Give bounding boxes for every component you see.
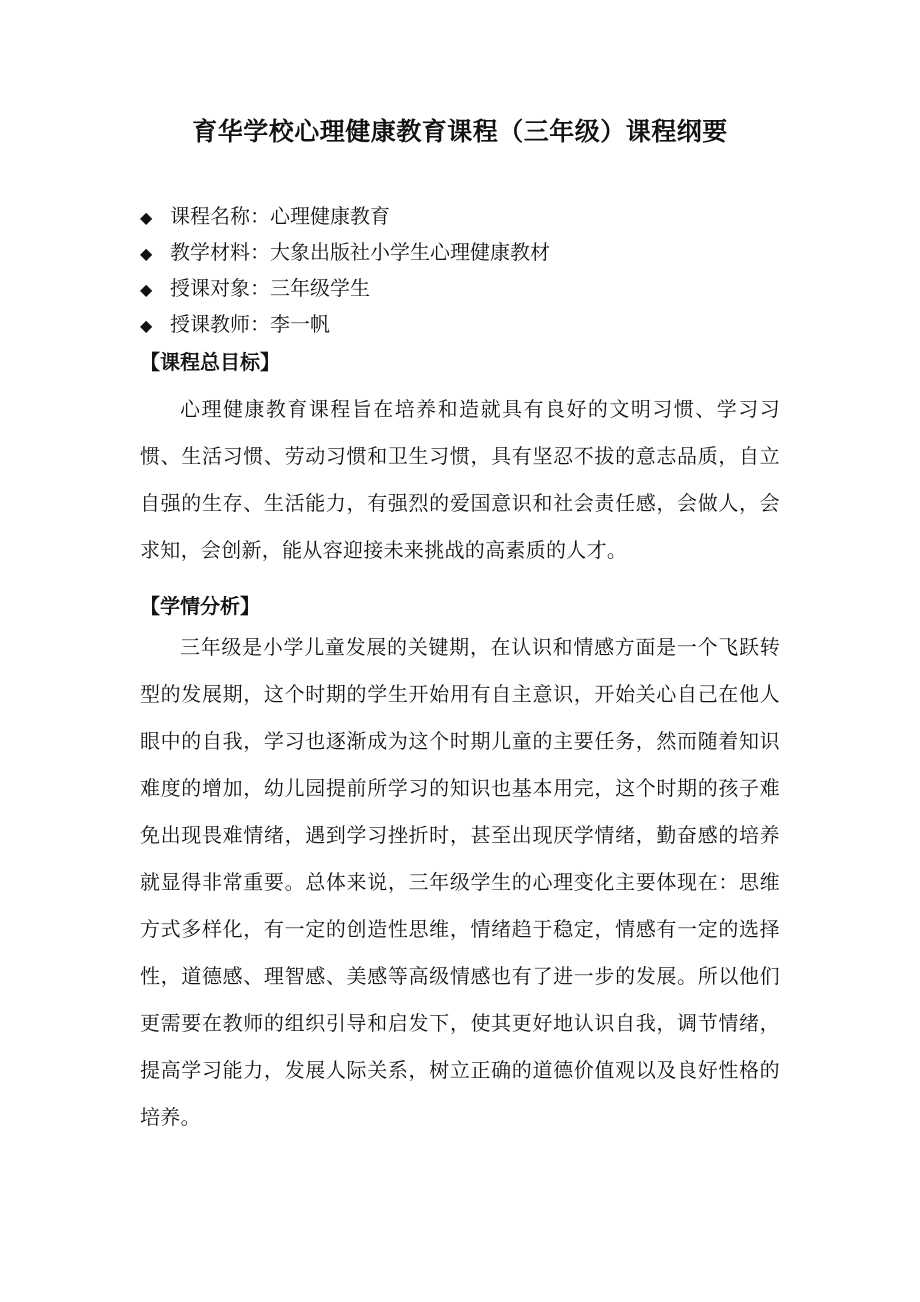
info-value: 心理健康教育 [270,204,390,228]
course-info-list [140,198,790,342]
info-item-teacher [140,306,790,342]
info-item-audience [140,270,790,306]
page-title: 育华学校心理健康教育课程（三年级）课程纲要 [192,117,728,146]
paragraph-student-analysis: 三年级是小学儿童发展的关键期，在认识和情感方面是一个飞跃转型的发展期，这个时期的学生开始用有自主意识，开始关心自己在他人眼中的自我，学习也逐渐成为这个时期儿童的主要任务，然而随着知识难度的增加，幼儿园提前所学习的知识也基本用完，这个时期的孩子难免出现畏难情绪，遇到学习挫折时，甚至出现厌学情绪，勤奋感的培养就显得非常重要。总体来说，三年级学生的心理变化主要体现在：思维方式多样化，有一定的创造性思维，情绪趋于稳定，情感有一定的选择性，道德感、理智感、美感等高级情感也有了进一步的发展。所以他们更需要在教师的组织引导和启发下，使其更好地认识自我，调节情绪，提高学习能力，发展人际关系，树立正确的道德价值观以及良好性格的培养。 [140,635,780,1129]
diamond-bullet-icon: ◆ [140,244,153,263]
info-label: 授课对象： [170,276,270,300]
info-label: 教学材料： [170,240,270,264]
diamond-bullet-icon: ◆ [140,208,153,227]
section-heading-course-goal: 【课程总目标】 [140,350,280,374]
section-heading-student-analysis: 【学情分析】 [140,594,260,618]
diamond-bullet-icon: ◆ [140,280,153,299]
diamond-bullet-icon: ◆ [140,316,153,335]
info-item-course-name [140,198,790,234]
info-value: 李一帆 [270,312,330,336]
info-item-materials [140,234,790,270]
paragraph-course-goal: 心理健康教育课程旨在培养和造就具有良好的文明习惯、学习习惯、生活习惯、劳动习惯和卫生习惯，具有坚忍不拔的意志品质，自立自强的生存、生活能力，有强烈的爱国意识和社会责任感，会做人，会求知，会创新，能从容迎接未来挑战的高素质的人才。 [140,397,780,562]
info-label: 授课教师： [170,312,270,336]
info-value: 大象出版社小学生心理健康教材 [270,240,550,264]
info-label: 课程名称： [170,204,270,228]
info-value: 三年级学生 [270,276,370,300]
